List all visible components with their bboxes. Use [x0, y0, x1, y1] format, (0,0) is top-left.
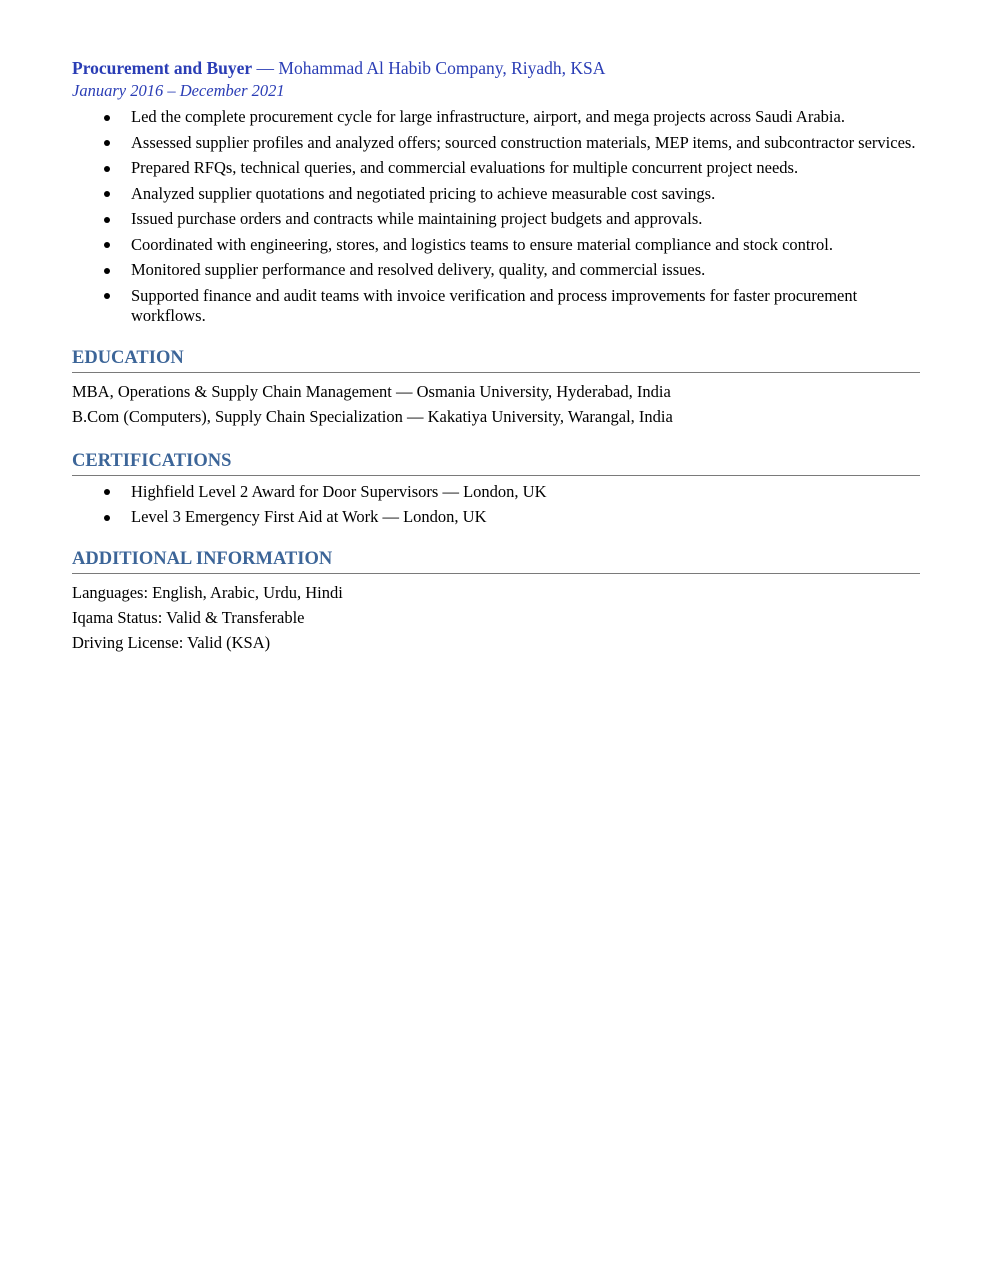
- job-company: — Mohammad Al Habib Company, Riyadh, KSA: [252, 58, 606, 78]
- bullet-icon: [104, 166, 110, 172]
- education-entry: B.Com (Computers), Supply Chain Specialization — Kakatiya University, Warangal, India: [72, 406, 673, 426]
- list-item: [72, 184, 920, 204]
- section-title-certifications: CERTIFICATIONS: [72, 449, 920, 476]
- bullet-icon: [104, 515, 110, 521]
- list-item: [72, 235, 920, 255]
- bullet-icon: [104, 217, 110, 223]
- bullet-text: Assessed supplier profiles and analyzed offers; sourced construction materials, MEP items, and subcontractor services.: [131, 132, 916, 152]
- list-item: [72, 107, 920, 127]
- list-item: [72, 507, 920, 527]
- job-dates: January 2016 – December 2021: [72, 81, 285, 100]
- list-item: [72, 158, 920, 178]
- list-item: [72, 133, 920, 153]
- education-entry: MBA, Operations & Supply Chain Management — Osmania University, Hyderabad, India: [72, 381, 671, 401]
- list-item: [72, 209, 920, 229]
- bullet-icon: [104, 115, 110, 121]
- section-title-additional-information: ADDITIONAL INFORMATION: [72, 547, 920, 574]
- bullet-text: Monitored supplier performance and resolved delivery, quality, and commercial issues.: [131, 260, 706, 279]
- bullet-text: Issued purchase orders and contracts while maintaining project budgets and approvals.: [131, 209, 703, 228]
- job-header: [72, 57, 920, 80]
- experience-bullet-list: [72, 107, 920, 326]
- bullet-icon: [104, 242, 110, 248]
- bullet-text: Analyzed supplier quotations and negotiated pricing to achieve measurable cost savings.: [131, 183, 716, 203]
- certification-text: Highfield Level 2 Award for Door Supervisors — London, UK: [131, 481, 547, 501]
- bullet-icon: [104, 191, 110, 197]
- bullet-icon: [104, 293, 110, 299]
- bullet-icon: [104, 489, 110, 495]
- job-title: Procurement and Buyer: [72, 58, 253, 78]
- bullet-icon: [104, 268, 110, 274]
- bullet-text: Supported finance and audit teams with invoice verification and process improvements for faster procurement workflows.: [131, 285, 858, 325]
- bullet-text: Led the complete procurement cycle for large infrastructure, airport, and mega projects across Saudi Arabia.: [131, 107, 845, 126]
- section-title-education: EDUCATION: [72, 346, 920, 373]
- list-item: [72, 260, 920, 280]
- bullet-text: Prepared RFQs, technical queries, and commercial evaluations for multiple concurrent project needs.: [131, 158, 799, 177]
- additional-info-line: Driving License: Valid (KSA): [72, 633, 271, 652]
- certification-list: [72, 482, 920, 528]
- bullet-icon: [104, 140, 110, 146]
- list-item: [72, 286, 920, 326]
- additional-info-line: Languages: English, Arabic, Urdu, Hindi: [72, 583, 343, 602]
- bullet-text: Coordinated with engineering, stores, and logistics teams to ensure material compliance and stock control.: [131, 234, 833, 254]
- certification-text: Level 3 Emergency First Aid at Work — London, UK: [131, 507, 487, 526]
- list-item: [72, 482, 920, 502]
- additional-info-line: Iqama Status: Valid & Transferable: [72, 608, 305, 627]
- resume-page: [72, 57, 920, 655]
